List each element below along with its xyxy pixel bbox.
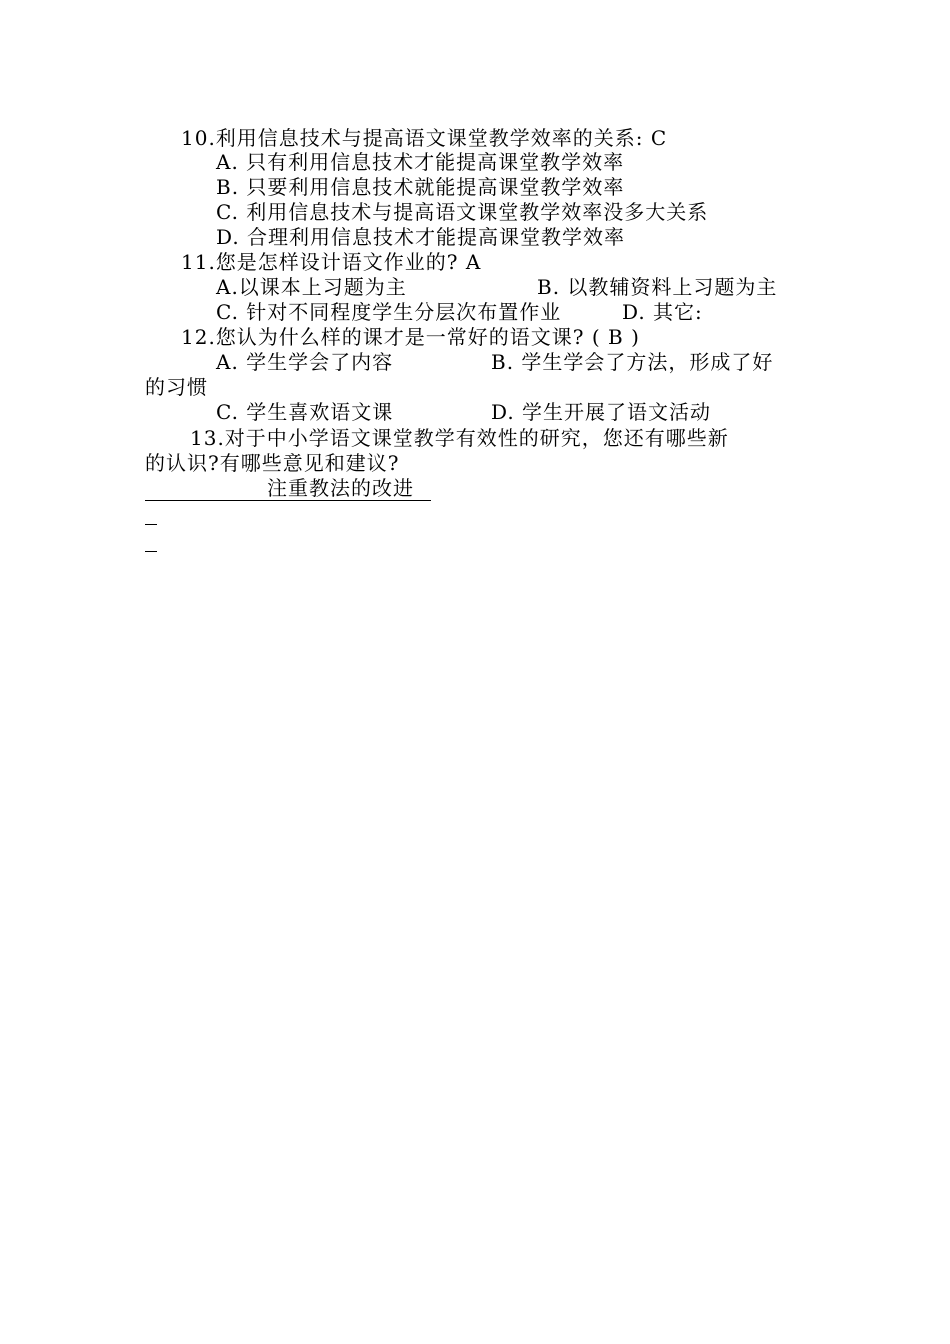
q12-option-c: C. 学生喜欢语文课	[216, 400, 394, 424]
blank-answer-line-1	[145, 502, 157, 525]
q11-option-c: C. 针对不同程度学生分层次布置作业	[216, 300, 562, 324]
answer-underline	[145, 476, 431, 501]
q10-option-b: B. 只要利用信息技术就能提高课堂教学效率	[216, 175, 625, 199]
question-13: 13.对于中小学语文课堂教学有效性的研究，您还有哪些新	[190, 426, 729, 450]
q13-answer: 注重教法的改进	[267, 476, 414, 500]
question-12: 12.您认为什么样的课才是一常好的语文课? ( B )	[181, 325, 640, 349]
q11-option-d: D. 其它:	[622, 300, 703, 324]
q12-option-a: A. 学生学会了内容	[216, 350, 394, 374]
q10-option-c: C. 利用信息技术与提高语文课堂教学效率没多大关系	[216, 200, 709, 224]
q12-option-b: B. 学生学会了方法，形成了好	[491, 350, 774, 374]
q11-option-a: A.以课本上习题为主	[216, 275, 407, 299]
q12-option-d: D. 学生开展了语文活动	[491, 400, 712, 424]
question-11: 11.您是怎样设计语文作业的? A	[181, 250, 482, 274]
q10-option-d: D. 合理利用信息技术才能提高课堂教学效率	[216, 225, 626, 249]
question-10: 10.利用信息技术与提高语文课堂教学效率的关系: C	[181, 126, 668, 150]
question-13-continued: 的认识?有哪些意见和建议?	[145, 451, 400, 475]
q11-option-b: B. 以教辅资料上习题为主	[537, 275, 778, 299]
q12-option-b-continued: 的习惯	[145, 375, 208, 399]
q10-option-a: A. 只有利用信息技术才能提高课堂教学效率	[216, 150, 625, 174]
blank-answer-line-2	[145, 529, 157, 552]
